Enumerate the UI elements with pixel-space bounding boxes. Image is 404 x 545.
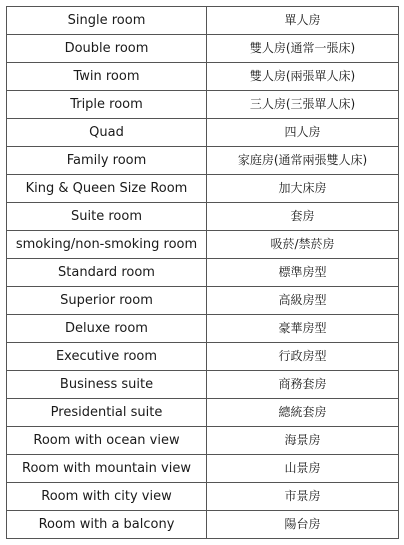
- table-row: [7, 315, 399, 343]
- table-row: [7, 399, 399, 427]
- room-type-table: [6, 6, 399, 539]
- table-body: [7, 7, 399, 539]
- table-row: [7, 91, 399, 119]
- table-row: [7, 343, 399, 371]
- english-room-type-cell: Family room: [7, 147, 207, 175]
- table-row: [7, 147, 399, 175]
- chinese-room-type-cell: 吸菸/禁菸房: [207, 231, 399, 259]
- chinese-room-type-cell: 總統套房: [207, 399, 399, 427]
- english-room-type-cell: smoking/non-smoking room: [7, 231, 207, 259]
- english-room-type-cell: Presidential suite: [7, 399, 207, 427]
- english-room-type-cell: Deluxe room: [7, 315, 207, 343]
- table-row: [7, 371, 399, 399]
- table-row: [7, 427, 399, 455]
- chinese-room-type-cell: 行政房型: [207, 343, 399, 371]
- chinese-room-type-cell: 三人房(三張單人床): [207, 91, 399, 119]
- chinese-room-type-cell: 陽台房: [207, 511, 399, 539]
- table-row: [7, 511, 399, 539]
- english-room-type-cell: Room with city view: [7, 483, 207, 511]
- english-room-type-cell: Executive room: [7, 343, 207, 371]
- english-room-type-cell: King & Queen Size Room: [7, 175, 207, 203]
- chinese-room-type-cell: 加大床房: [207, 175, 399, 203]
- english-room-type-cell: Twin room: [7, 63, 207, 91]
- english-room-type-cell: Room with a balcony: [7, 511, 207, 539]
- chinese-room-type-cell: 單人房: [207, 7, 399, 35]
- table-row: [7, 35, 399, 63]
- chinese-room-type-cell: 山景房: [207, 455, 399, 483]
- chinese-room-type-cell: 家庭房(通常兩張雙人床): [207, 147, 399, 175]
- english-room-type-cell: Standard room: [7, 259, 207, 287]
- chinese-room-type-cell: 四人房: [207, 119, 399, 147]
- chinese-room-type-cell: 雙人房(兩張單人床): [207, 63, 399, 91]
- english-room-type-cell: Superior room: [7, 287, 207, 315]
- chinese-room-type-cell: 海景房: [207, 427, 399, 455]
- english-room-type-cell: Triple room: [7, 91, 207, 119]
- chinese-room-type-cell: 套房: [207, 203, 399, 231]
- chinese-room-type-cell: 商務套房: [207, 371, 399, 399]
- chinese-room-type-cell: 雙人房(通常一張床): [207, 35, 399, 63]
- english-room-type-cell: Quad: [7, 119, 207, 147]
- table-row: [7, 203, 399, 231]
- table-row: [7, 287, 399, 315]
- table-row: [7, 7, 399, 35]
- table-row: [7, 259, 399, 287]
- english-room-type-cell: Business suite: [7, 371, 207, 399]
- chinese-room-type-cell: 豪華房型: [207, 315, 399, 343]
- chinese-room-type-cell: 高級房型: [207, 287, 399, 315]
- english-room-type-cell: Single room: [7, 7, 207, 35]
- chinese-room-type-cell: 市景房: [207, 483, 399, 511]
- table-row: [7, 119, 399, 147]
- table-row: [7, 231, 399, 259]
- english-room-type-cell: Double room: [7, 35, 207, 63]
- english-room-type-cell: Suite room: [7, 203, 207, 231]
- chinese-room-type-cell: 標準房型: [207, 259, 399, 287]
- english-room-type-cell: Room with mountain view: [7, 455, 207, 483]
- english-room-type-cell: Room with ocean view: [7, 427, 207, 455]
- table-row: [7, 63, 399, 91]
- table-row: [7, 175, 399, 203]
- table-row: [7, 483, 399, 511]
- room-type-glossary: [6, 6, 398, 539]
- table-row: [7, 455, 399, 483]
